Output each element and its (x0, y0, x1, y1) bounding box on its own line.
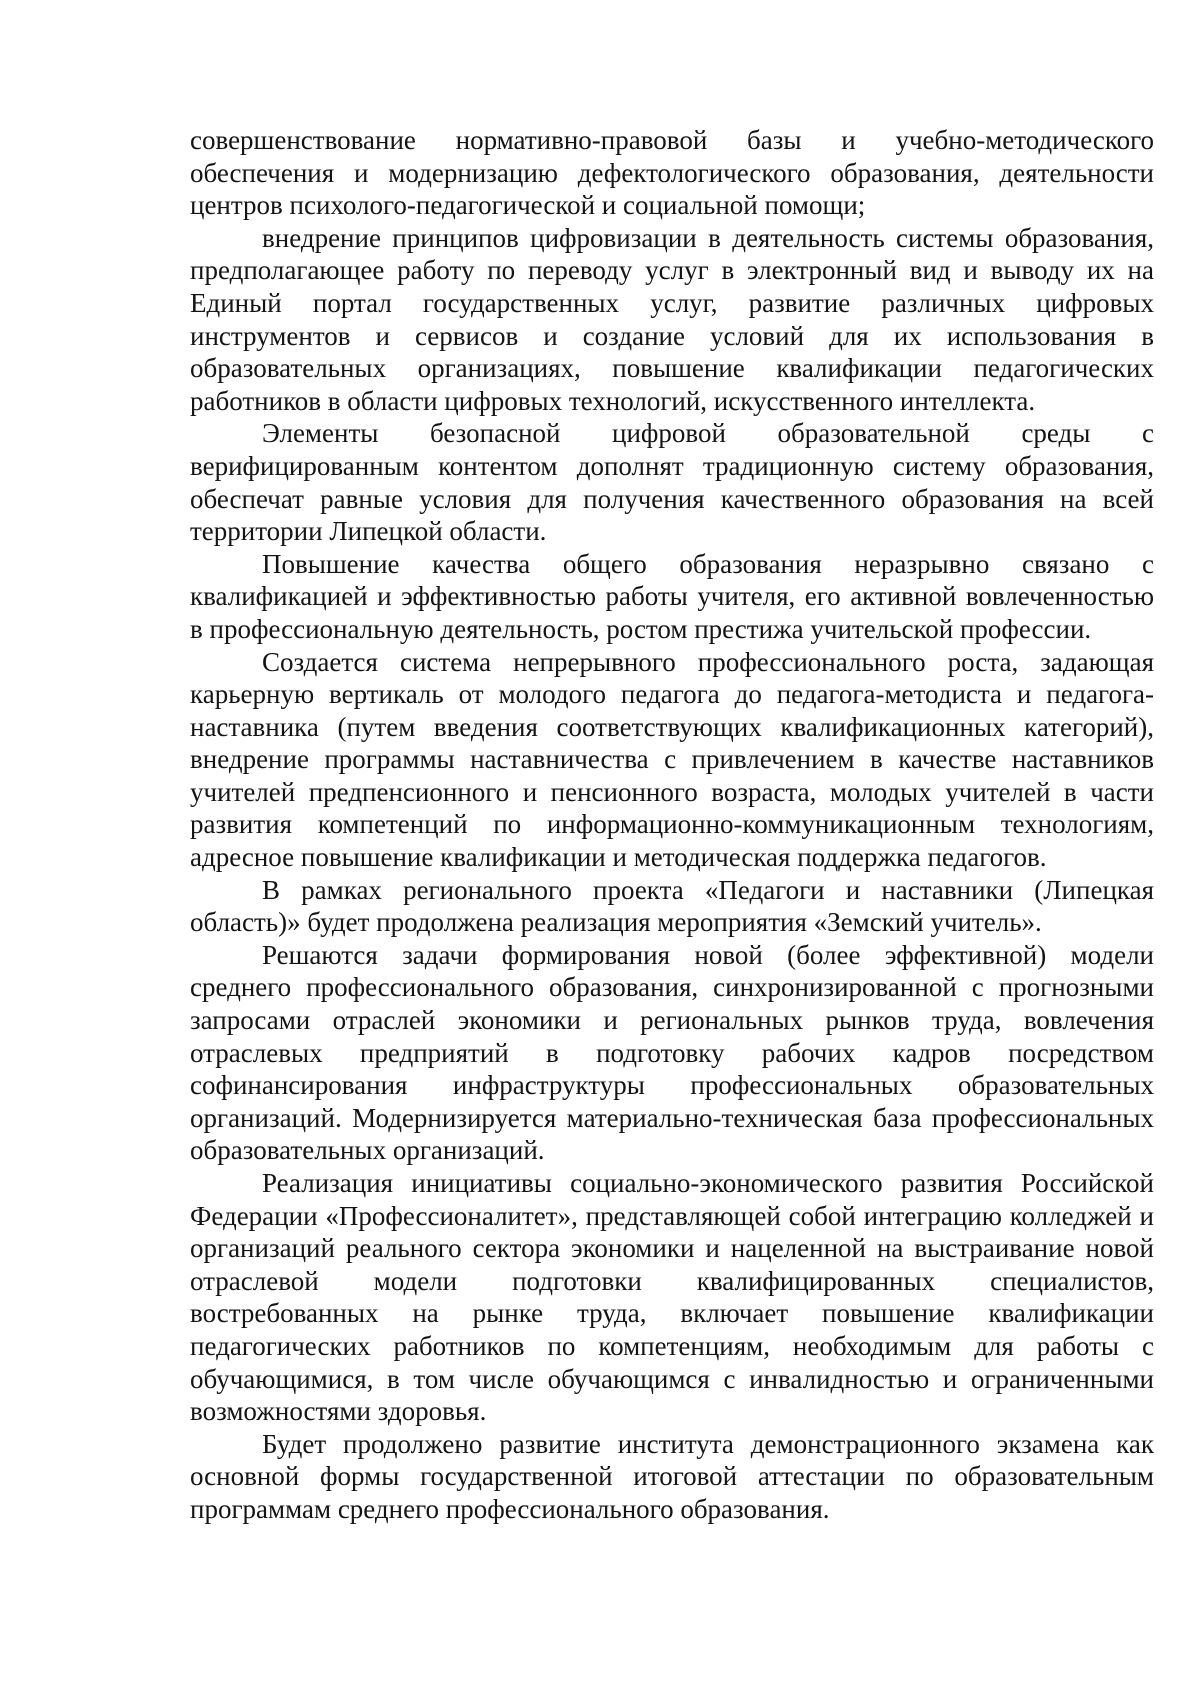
paragraph: Повышение качества общего образования неразрывно связано с квалификацией и эффективностью работы учителя, его активной вовлеченностью в профессиональную деятельность, ростом престижа учительской профессии. (190, 548, 1154, 644)
paragraph: В рамках регионального проекта «Педагоги и наставники (Липецкая область)» будет продолжена реализация мероприятия «Земский учитель». (190, 874, 1154, 938)
paragraph: Решаются задачи формирования новой (более эффективной) модели среднего профессионального образования, синхронизированной с прогнозными запросами отраслей экономики и региональных рынков труда, вовлечения отраслевых предприятий в подготовку рабочих кадров посредством софинансирования инфраструктуры профессиональных образовательных организаций. Модернизируется материально-техническая база профессиональных образовательных организаций. (190, 939, 1154, 1166)
paragraph: Будет продолжено развитие института демонстрационного экзамена как основной формы государственной итоговой аттестации по образовательным программам среднего профессионального образования. (190, 1428, 1154, 1524)
paragraph: внедрение принципов цифровизации в деятельность системы образования, предполагающее работу по переводу услуг в электронный вид и выводу их на Единый портал государственных услуг, развитие различных цифровых инструментов и сервисов и создание условий для их использования в образовательных организациях, повышение квалификации педагогических работников в области цифровых технологий, искусственного интеллекта. (190, 222, 1154, 416)
paragraph: Создается система непрерывного профессионального роста, задающая карьерную вертикаль от молодого педагога до педагога-методиста и педагога-наставника (путем введения соответствующих квалификационных категорий), внедрение программы наставничества с привлечением в качестве наставников учителей предпенсионного и пенсионного возраста, молодых учителей в части развития компетенций по информационно-коммуникационным технологиям, адресное повышение квалификации и методическая поддержка педагогов. (190, 646, 1154, 873)
paragraph: Реализация инициативы социально-экономического развития Российской Федерации «Профессионалитет», представляющей собой интеграцию колледжей и организаций реального сектора экономики и нацеленной на выстраивание новой отраслевой модели подготовки квалифицированных специалистов, востребованных на рынке труда, включает повышение квалификации педагогических работников по компетенциям, необходимым для работы с обучающимися, в том числе обучающимся с инвалидностью и ограниченными возможностями здоровья. (190, 1168, 1154, 1427)
paragraph: Элементы безопасной цифровой образовательной среды с верифицированным контентом дополнят традиционную систему образования, обеспечат равные условия для получения качественного образования на всей территории Липецкой области. (190, 418, 1154, 547)
paragraph-continuation: совершенствование нормативно-правовой базы и учебно-методического обеспечения и модернизацию дефектологического образования, деятельности центров психолого-педагогической и социальной помощи; (190, 125, 1154, 221)
document-body (190, 124, 1154, 1526)
